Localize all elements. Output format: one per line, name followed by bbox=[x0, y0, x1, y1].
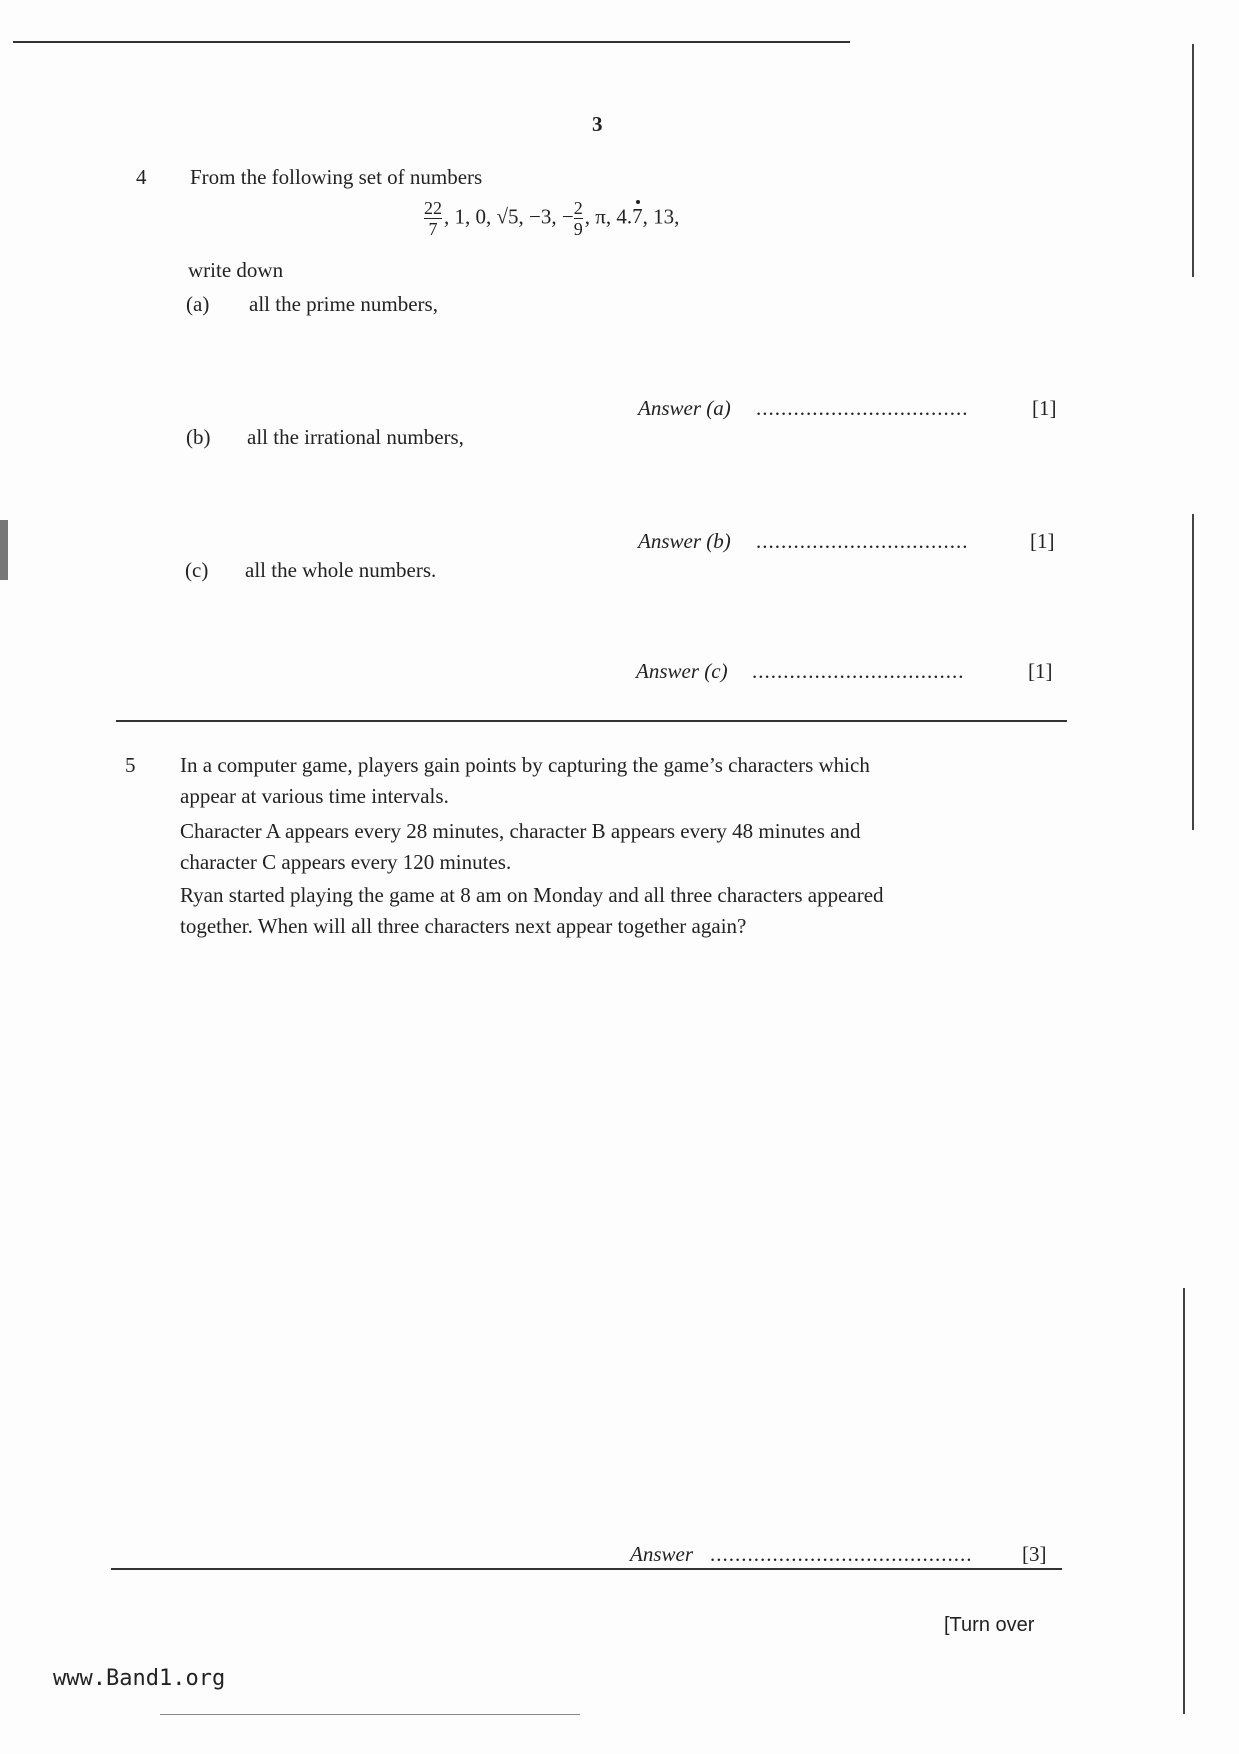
watermark: www.Band1.org bbox=[53, 1666, 226, 1691]
answer-5-label: Answer bbox=[630, 1542, 693, 1566]
margin-line bbox=[1192, 514, 1194, 830]
part-c-label: (c) bbox=[185, 558, 209, 582]
part-a-text: all the prime numbers, bbox=[249, 292, 438, 316]
answer-a-field[interactable]: .................................. bbox=[756, 396, 969, 420]
set-part: , 13, bbox=[642, 204, 680, 229]
answer-b-label: Answer (b) bbox=[638, 529, 731, 553]
marks-b: [1] bbox=[1030, 529, 1055, 553]
q5-line: Ryan started playing the game at 8 am on Monday and all three characters appeared bbox=[180, 883, 884, 907]
margin-line bbox=[1192, 44, 1194, 277]
recurring-digit: 7 bbox=[632, 204, 643, 229]
part-a-label: (a) bbox=[186, 292, 210, 316]
question-4-intro: From the following set of numbers bbox=[190, 165, 483, 189]
fraction-denominator: 7 bbox=[428, 219, 438, 239]
set-part: , 1, 0, √5, −3, − bbox=[444, 204, 574, 229]
question-divider bbox=[116, 720, 1067, 722]
q5-line: character C appears every 120 minutes. bbox=[180, 850, 512, 874]
answer-c-label: Answer (c) bbox=[636, 659, 728, 683]
part-c-text: all the whole numbers. bbox=[245, 558, 437, 582]
set-part: , π, 4. bbox=[584, 204, 633, 229]
question-5-number: 5 bbox=[125, 753, 136, 777]
scan-edge bbox=[0, 520, 8, 580]
bottom-rule bbox=[111, 1568, 1062, 1570]
margin-line bbox=[1183, 1288, 1185, 1714]
write-down: write down bbox=[188, 258, 284, 282]
answer-a-label: Answer (a) bbox=[638, 396, 731, 420]
turn-over: [Turn over bbox=[944, 1614, 1035, 1636]
scan-line bbox=[160, 1714, 580, 1715]
part-b-label: (b) bbox=[186, 425, 211, 449]
top-rule bbox=[13, 41, 850, 43]
marks-c: [1] bbox=[1028, 659, 1053, 683]
fraction-numerator: 22 bbox=[424, 198, 442, 218]
marks-5: [3] bbox=[1022, 1542, 1047, 1566]
marks-a: [1] bbox=[1032, 396, 1057, 420]
part-b-text: all the irrational numbers, bbox=[247, 425, 464, 449]
page-number: 3 bbox=[592, 112, 603, 136]
answer-5-field[interactable]: .......................................... bbox=[710, 1542, 973, 1566]
q5-line: together. When will all three characters next appear together again? bbox=[180, 914, 747, 938]
question-4-number: 4 bbox=[136, 165, 147, 189]
q5-line: In a computer game, players gain points by capturing the game’s characters which bbox=[180, 753, 870, 777]
q5-line: Character A appears every 28 minutes, character B appears every 48 minutes and bbox=[180, 819, 861, 843]
answer-b-field[interactable]: .................................. bbox=[756, 529, 969, 553]
q5-line: appear at various time intervals. bbox=[180, 784, 449, 808]
fraction-numerator: 2 bbox=[573, 198, 583, 218]
fraction-denominator: 9 bbox=[573, 219, 583, 239]
answer-c-field[interactable]: .................................. bbox=[752, 659, 965, 683]
number-set bbox=[424, 198, 679, 239]
